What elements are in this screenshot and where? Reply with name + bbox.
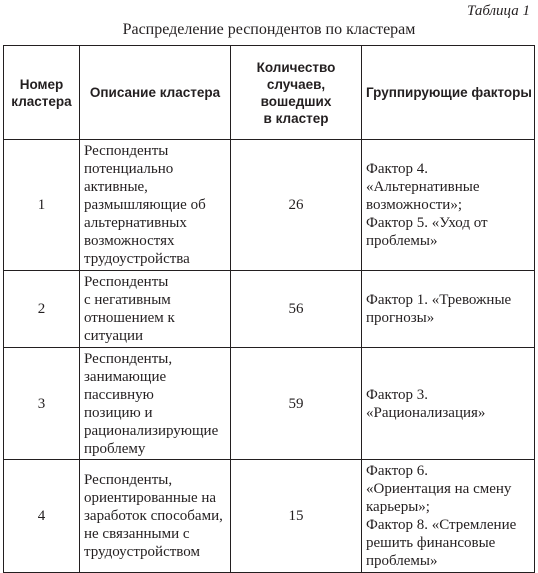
table-row — [4, 140, 535, 271]
text-line: ориентированные на — [84, 490, 217, 506]
text-line: Фактор 6. — [366, 463, 428, 479]
header-line: Количество — [256, 59, 336, 75]
cell-factors — [362, 271, 535, 348]
header-line: кластера — [11, 93, 72, 109]
header-line: Группирующие факторы — [366, 85, 532, 100]
table-row — [4, 271, 535, 348]
text-line: проблемы» — [366, 233, 438, 249]
cell-number: 3 — [4, 348, 80, 460]
text-line: «Ориентация на смену — [366, 481, 512, 497]
table-row — [4, 348, 535, 460]
text-line: отношением к — [84, 310, 175, 326]
text-line: «Альтернативные — [366, 179, 480, 195]
header-line: Описание кластера — [89, 85, 221, 100]
cell-count: 59 — [231, 348, 362, 460]
text-line: Респонденты — [84, 143, 169, 159]
header-line: Номер — [19, 76, 64, 92]
text-line: потенциально — [84, 161, 174, 177]
text-line: трудоустройства — [84, 251, 190, 267]
header-cluster-number — [4, 46, 80, 140]
text-line: «Рационализация» — [366, 404, 486, 421]
cell-count: 56 — [231, 271, 362, 348]
text-line: проблему — [84, 440, 146, 457]
text-line: заработок способами, — [84, 508, 223, 524]
text-line: не связанными с — [84, 526, 190, 542]
table-row — [4, 460, 535, 573]
text-line: Респонденты, — [84, 350, 173, 367]
text-line: Респонденты — [84, 274, 169, 290]
text-line: занимающие — [84, 368, 167, 385]
text-line: позицию и — [84, 404, 153, 421]
cell-description — [80, 460, 231, 573]
header-row — [4, 46, 535, 140]
cell-description — [80, 140, 231, 271]
cell-factors — [362, 460, 535, 573]
text-line: возможностях — [84, 233, 175, 249]
cell-number: 2 — [4, 271, 80, 348]
header-factors — [362, 46, 535, 140]
header-count — [231, 46, 362, 140]
text-line: размышляющие об — [84, 197, 206, 213]
cell-factors — [362, 348, 535, 460]
text-line: трудоустройством — [84, 544, 200, 560]
cell-factors — [362, 140, 535, 271]
text-line: альтернативных — [84, 215, 187, 231]
text-line: Фактор 5. «Уход от — [366, 215, 488, 231]
header-line: в кластер — [263, 110, 329, 126]
cell-number: 1 — [4, 140, 80, 271]
header-line: случаев, — [266, 76, 326, 92]
text-line: Респонденты, — [84, 472, 173, 488]
text-line: решить финансовые — [366, 535, 496, 551]
text-line: ситуации — [84, 328, 144, 344]
text-line: Фактор 1. «Тревожные — [366, 292, 512, 308]
text-line: прогнозы» — [366, 310, 435, 326]
cell-description — [80, 271, 231, 348]
cell-count: 26 — [231, 140, 362, 271]
header-description — [80, 46, 231, 140]
text-line: карьеры»; — [366, 499, 430, 515]
text-line: рационализирующие — [84, 422, 219, 439]
cell-count: 15 — [231, 460, 362, 573]
table-caption: Распределение респондентов по кластерам — [122, 21, 416, 38]
text-line: Фактор 4. — [366, 161, 428, 177]
text-line: с негативным — [84, 292, 171, 308]
cell-description — [80, 348, 231, 460]
text-line: пассивную — [84, 386, 154, 403]
cell-number: 4 — [4, 460, 80, 573]
text-line: активные, — [84, 179, 148, 195]
text-line: возможности»; — [366, 197, 462, 213]
text-line: Фактор 8. «Стремление — [366, 517, 517, 533]
table-label: Таблица 1 — [467, 3, 530, 19]
text-line: Фактор 3. — [366, 386, 428, 403]
clusters-table — [3, 45, 535, 573]
header-line: вошедших — [260, 93, 332, 109]
text-line: проблемы» — [366, 553, 438, 569]
